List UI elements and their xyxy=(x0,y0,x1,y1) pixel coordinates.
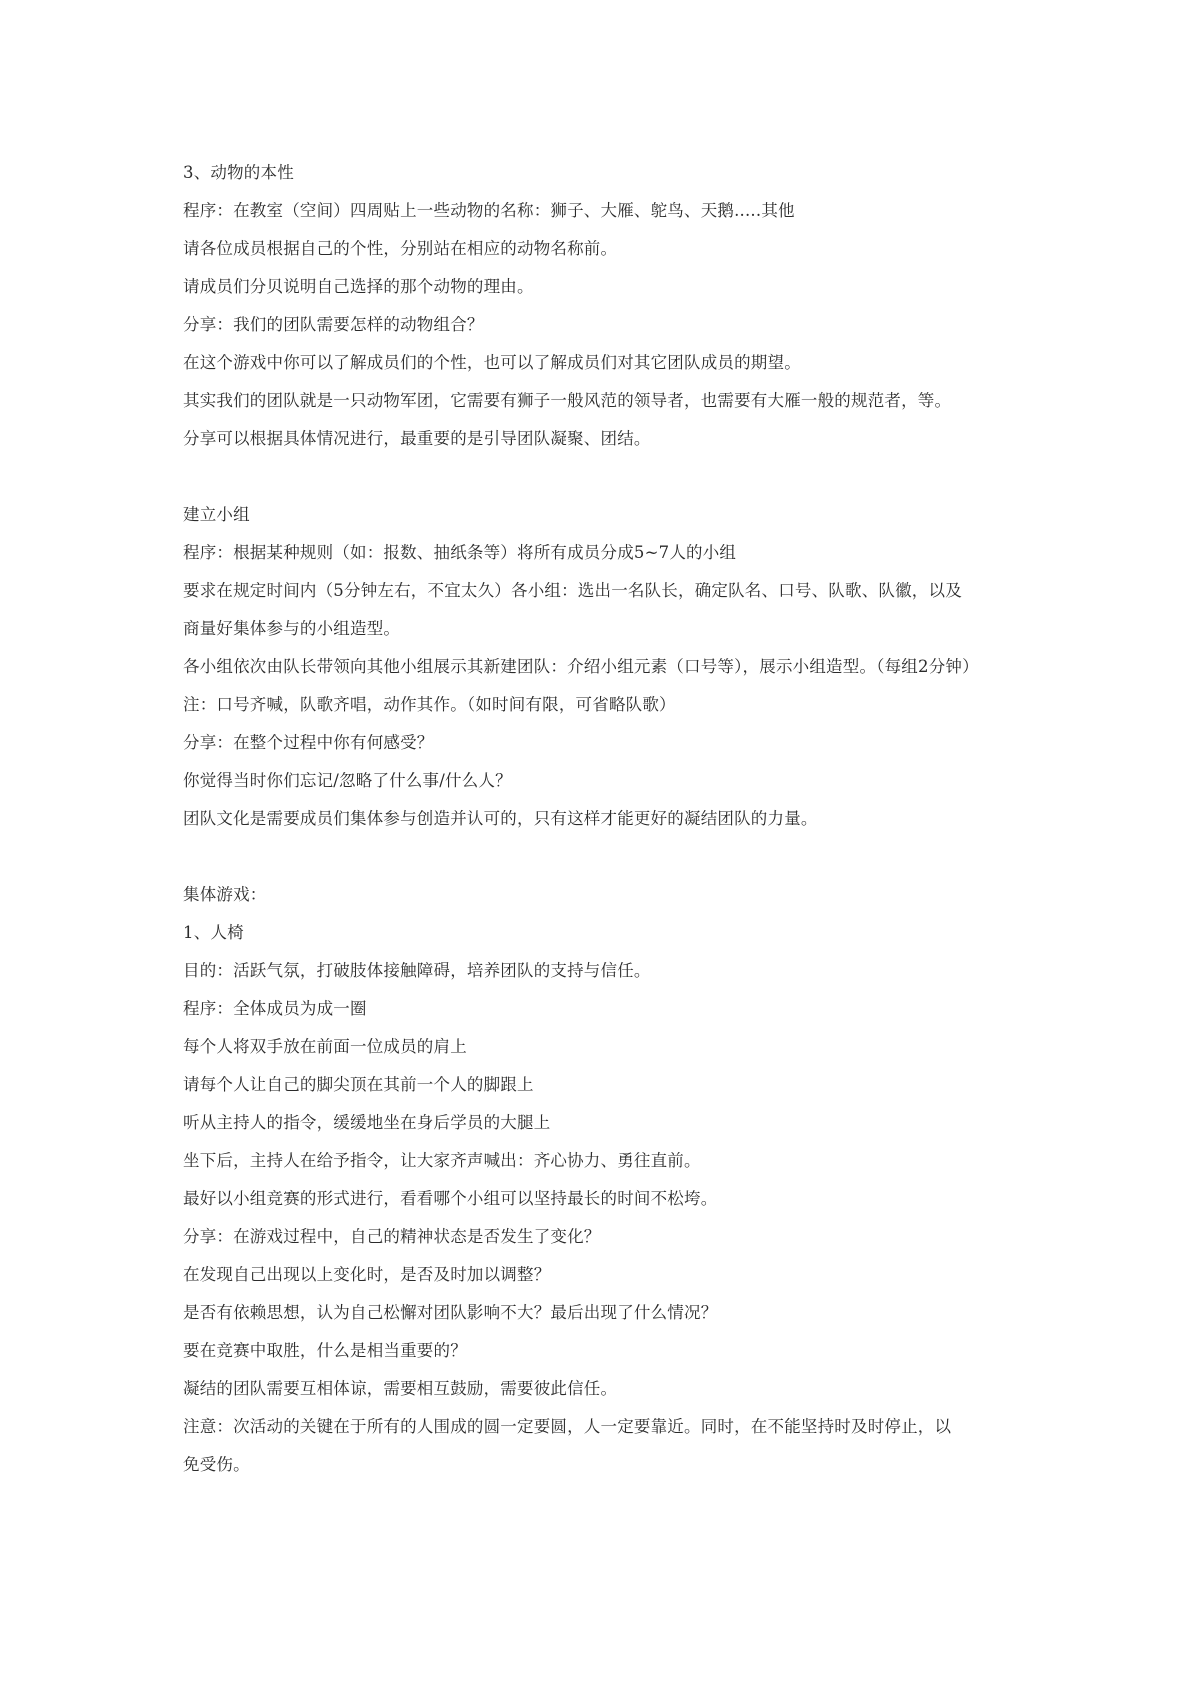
paragraph-line: 分享：我们的团队需要怎样的动物组合？ xyxy=(183,315,484,334)
paragraph-line: 注意：次活动的关键在于所有的人围成的圆一定要圆，人一定要靠近。同时，在不能坚持时及时停止，以 xyxy=(183,1417,952,1436)
paragraph-line: 要在竞赛中取胜，什么是相当重要的？ xyxy=(183,1341,467,1360)
paragraph-line: 最好以小组竞赛的形式进行，看看哪个小组可以坚持最长的时间不松垮。 xyxy=(183,1189,718,1208)
section-animal-nature xyxy=(183,154,1043,458)
paragraph-line: 免受伤。 xyxy=(183,1455,250,1474)
paragraph-line: 注：口号齐喊，队歌齐唱，动作其作。（如时间有限，可省略队歌） xyxy=(183,695,676,714)
section-group-games xyxy=(183,876,1043,1484)
paragraph-line: 请各位成员根据自己的个性，分别站在相应的动物名称前。 xyxy=(183,239,618,258)
paragraph-line: 在发现自己出现以上变化时，是否及时加以调整？ xyxy=(183,1265,551,1284)
paragraph-line: 程序：根据某种规则（如：报数、抽纸条等）将所有成员分成5~7人的小组 xyxy=(183,543,737,562)
paragraph-line: 你觉得当时你们忘记/忽略了什么事/什么人？ xyxy=(183,771,512,790)
section-spacer xyxy=(183,838,1043,876)
paragraph-line: 团队文化是需要成员们集体参与创造并认可的，只有这样才能更好的凝结团队的力量。 xyxy=(183,809,818,828)
paragraph-line: 坐下后，主持人在给予指令，让大家齐声喊出：齐心协力、勇往直前。 xyxy=(183,1151,701,1170)
paragraph-line: 程序：在教室（空间）四周贴上一些动物的名称：狮子、大雁、鸵鸟、天鹅.....其他 xyxy=(183,201,795,220)
subsection-heading: 1、人椅 xyxy=(183,923,244,942)
paragraph-line: 各小组依次由队长带领向其他小组展示其新建团队：介绍小组元素（口号等），展示小组造型。（每组2分钟） xyxy=(183,657,979,676)
paragraph-line: 其实我们的团队就是一只动物军团，它需要有狮子一般风范的领导者，也需要有大雁一般的规范者，等。 xyxy=(183,391,952,410)
paragraph-line: 商量好集体参与的小组造型。 xyxy=(183,619,401,638)
document-body xyxy=(183,154,1043,1484)
paragraph-line: 分享可以根据具体情况进行，最重要的是引导团队凝聚、团结。 xyxy=(183,429,651,448)
section-heading: 3、动物的本性 xyxy=(183,163,294,182)
paragraph-line: 在这个游戏中你可以了解成员们的个性，也可以了解成员们对其它团队成员的期望。 xyxy=(183,353,801,372)
paragraph-line: 是否有依赖思想，认为自己松懈对团队影响不大？最后出现了什么情况？ xyxy=(183,1303,718,1322)
section-heading: 集体游戏： xyxy=(183,885,267,904)
paragraph-line: 请成员们分贝说明自己选择的那个动物的理由。 xyxy=(183,277,534,296)
paragraph-line: 分享：在游戏过程中，自己的精神状态是否发生了变化？ xyxy=(183,1227,601,1246)
paragraph-line: 程序：全体成员为成一圈 xyxy=(183,999,367,1018)
section-build-group xyxy=(183,496,1043,838)
section-heading: 建立小组 xyxy=(183,505,250,524)
paragraph-line: 目的：活跃气氛，打破肢体接触障碍，培养团队的支持与信任。 xyxy=(183,961,651,980)
paragraph-line: 听从主持人的指令，缓缓地坐在身后学员的大腿上 xyxy=(183,1113,551,1132)
paragraph-line: 请每个人让自己的脚尖顶在其前一个人的脚跟上 xyxy=(183,1075,534,1094)
paragraph-line: 要求在规定时间内（5分钟左右，不宜太久）各小组：选出一名队长，确定队名、口号、队歌、队徽，以及 xyxy=(183,581,962,600)
section-spacer xyxy=(183,458,1043,496)
paragraph-line: 凝结的团队需要互相体谅，需要相互鼓励，需要彼此信任。 xyxy=(183,1379,618,1398)
paragraph-line: 每个人将双手放在前面一位成员的肩上 xyxy=(183,1037,467,1056)
paragraph-line: 分享：在整个过程中你有何感受？ xyxy=(183,733,434,752)
